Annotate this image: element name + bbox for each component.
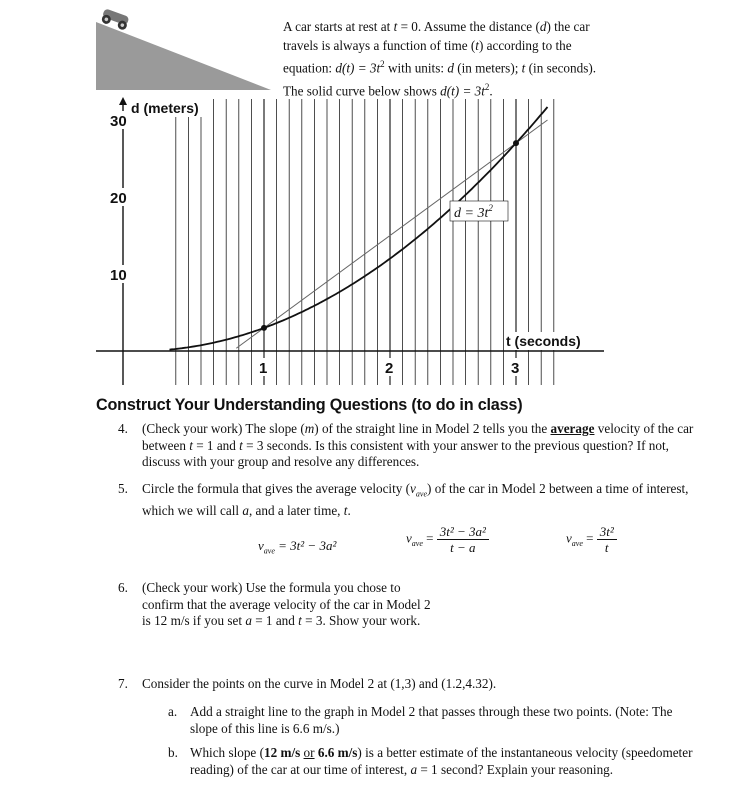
question-7b xyxy=(168,745,708,797)
subquestion-label: a. xyxy=(168,704,178,719)
question-number: 5. xyxy=(118,481,128,496)
question-text: Which slope (12 m/s or 6.6 m/s) is a better estimate of the instantaneous velocity (speedometer reading) of the car at our time of interest, a = 1 second? Explain your reasoning. xyxy=(190,745,693,777)
question-text: Circle the formula that gives the average velocity $(v_{ave})$ of the car in Model 2 between a time of interest, which we will call a, and a later time, t. xyxy=(142,481,689,519)
formula-option-2[interactable]: $v_{ave}$ = $\frac{\text{3t² − 3a²}}{t - a}$ xyxy=(406,524,489,555)
section-title: Construct Your Understanding Questions (to do in class) xyxy=(96,396,523,414)
curve-label: $d = 3t^2$ xyxy=(454,203,493,221)
intersection-point xyxy=(261,325,267,331)
distance-time-chart xyxy=(94,95,606,387)
ramp-car-illustration xyxy=(96,0,271,90)
x-tick-label: 2 xyxy=(385,360,394,377)
x-tick-labels xyxy=(257,358,524,377)
question-6 xyxy=(118,580,458,650)
y-tick-label: 20 xyxy=(110,190,127,207)
intersection-point xyxy=(513,140,519,146)
emphasis-average: average xyxy=(550,421,595,436)
question-5 xyxy=(118,481,708,517)
question-number: 7. xyxy=(118,676,128,691)
question-7 xyxy=(118,676,708,696)
y-axis-label: d (meters) xyxy=(131,100,199,116)
y-tick-label: 30 xyxy=(110,113,127,130)
intro-paragraph: A car starts at rest at t = 0. Assume the distance (d) the car travels is always a function of time (t) according to the equation: $d(t) = 3t^2$ with units: d (in meters); t (in seconds). The solid curve below shows $d(t) = 3t^2$. xyxy=(283,19,597,99)
x-tick-label: 3 xyxy=(511,360,520,377)
equation-inline-2: d(t) = 3t xyxy=(440,83,485,99)
x-axis-label: t (seconds) xyxy=(506,333,581,349)
question-text: (Check your work) Use the formula you chose to confirm that the average velocity of the car in Model 2 is 12 m/s if you set a = 1 and t = 3. Show your work. xyxy=(142,580,431,628)
y-tick-label: 10 xyxy=(110,267,127,284)
question-4 xyxy=(118,421,708,473)
y-tick-labels xyxy=(110,111,130,284)
question-number: 6. xyxy=(118,580,128,595)
question-text: (Check your work) The slope (m) of the straight line in Model 2 tells you the average velocity of the car between t = 1 and t = 3 seconds. Is this consistent with your answer to the previous question? If not, discuss with your group and resolve any differences. xyxy=(142,421,694,469)
formula-option-3[interactable]: $v_{ave}$ = $\frac{\text{3t²}}{t}$ xyxy=(566,524,617,555)
y-axis-arrow xyxy=(119,97,127,105)
ramp-slope xyxy=(96,22,271,90)
question-number: 4. xyxy=(118,421,128,436)
formula-option-1[interactable]: $v_{ave} = 3t^2 - 3a^2$ xyxy=(258,538,337,556)
question-text: Consider the points on the curve in Model 2 at (1,3) and (1.2,4.32). xyxy=(142,676,497,691)
subquestion-label: b. xyxy=(168,745,178,760)
question-7a xyxy=(168,704,708,740)
x-tick-label: 1 xyxy=(259,360,268,377)
secant-line xyxy=(236,120,547,348)
grid-lines xyxy=(176,99,554,385)
equation-inline: d(t) = 3t xyxy=(335,60,381,76)
question-text: Add a straight line to the graph in Model 2 that passes through these two points. (Note: The slope of this line is 6.6 m/s.) xyxy=(190,704,673,736)
